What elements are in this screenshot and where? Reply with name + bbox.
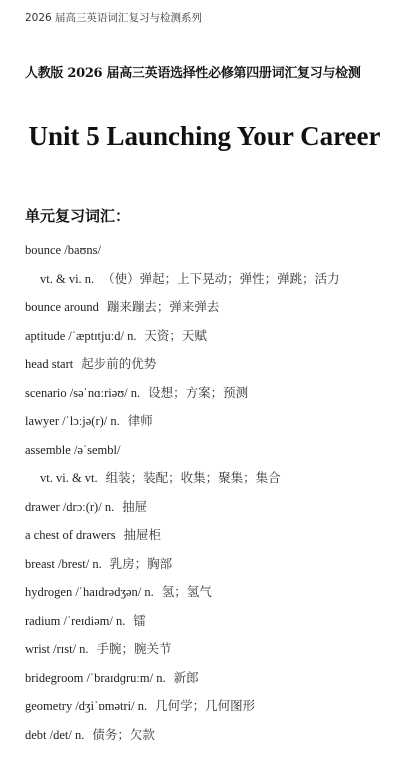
vocab-entry — [25, 607, 405, 636]
vocab-definition-line — [25, 265, 405, 294]
vocab-meaning: 蹦来蹦去；弹来弹去 — [106, 299, 220, 314]
vocab-meaning: 手腕；腕关节 — [96, 641, 172, 656]
vocab-entry — [25, 635, 405, 664]
vocab-entry — [25, 550, 405, 579]
vocab-entry — [25, 578, 405, 607]
vocab-entry — [25, 350, 405, 379]
vocab-entry — [25, 664, 405, 693]
vocab-word: lawyer /ˈlɔːjə(r)/ n. — [25, 414, 120, 428]
vocab-word: drawer /drɔː(r)/ n. — [25, 499, 115, 514]
vocab-word: aptitude /ˈæptɪtjuːd/ n. — [25, 328, 137, 343]
vocab-entry — [25, 407, 405, 436]
vocab-word: breast /brest/ n. — [25, 556, 102, 571]
vocab-entry — [25, 379, 405, 408]
vocab-word: bridegroom /ˈbraɪdɡruːm/ n. — [25, 670, 166, 685]
vocab-meaning: 组装；装配；收集；聚集；集合 — [105, 470, 281, 485]
vocab-word: hydrogen /ˈhaɪdrədʒən/ n. — [25, 585, 154, 599]
vocab-meaning: 抽屉 — [122, 498, 148, 514]
vocab-word: scenario /səˈnɑːriəʊ/ n. — [25, 385, 141, 400]
vocab-entry — [25, 493, 405, 522]
vocab-meaning: 镭 — [133, 612, 146, 628]
vocab-meaning: 氢；氢气 — [161, 584, 212, 599]
vocab-word: a chest of drawers — [25, 528, 116, 542]
vocab-meaning: 债务；欠款 — [92, 726, 155, 742]
unit-title: Unit 5 Launching Your Career — [28, 121, 381, 151]
vocab-word: assemble /əˈsembl/ — [25, 442, 121, 457]
vocab-meaning: 律师 — [127, 413, 153, 428]
vocab-list — [25, 236, 405, 749]
vocab-word: bounce around — [25, 300, 99, 314]
vocab-entry — [25, 692, 405, 721]
vocab-word: head start — [25, 357, 74, 371]
vocab-entry — [25, 721, 405, 750]
vocab-entry — [25, 293, 405, 322]
vocab-entry — [25, 322, 405, 351]
vocab-meaning: 抽屉柜 — [123, 527, 162, 542]
vocab-word: wrist /rɪst/ n. — [25, 642, 89, 656]
vocab-word: vt. vi. & vt. — [40, 471, 98, 485]
vocab-meaning: 新郎 — [173, 669, 199, 685]
vocab-definition-line — [25, 464, 405, 493]
vocab-meaning: 乳房；胸部 — [109, 555, 173, 571]
vocab-entry — [25, 436, 405, 465]
section-title: 单元复习词汇： — [25, 207, 131, 225]
vocab-meaning: 天资；天赋 — [144, 327, 207, 343]
vocab-meaning: 设想；方案；预测 — [148, 384, 249, 400]
vocab-meaning: 起步前的优势 — [81, 356, 157, 371]
document-title: 人教版 2026 届高三英语选择性必修第四册词汇复习与检测 — [25, 66, 361, 81]
vocab-meaning: （使）弹起；上下晃动；弹性；弹跳；活力 — [102, 270, 340, 286]
vocab-word: vt. & vi. n. — [40, 271, 95, 286]
vocab-entry — [25, 236, 405, 265]
vocab-word: radium /ˈreɪdiəm/ n. — [25, 613, 126, 628]
vocab-word: debt /det/ n. — [25, 727, 85, 742]
vocab-meaning: 几何学；几何图形 — [155, 698, 256, 713]
vocab-word: geometry /dʒiˈɒmətri/ n. — [25, 699, 148, 713]
vocab-word: bounce /baʊns/ — [25, 243, 101, 257]
vocab-entry — [25, 521, 405, 550]
header-series-title: 2026 届高三英语词汇复习与检测系列 — [25, 12, 203, 24]
